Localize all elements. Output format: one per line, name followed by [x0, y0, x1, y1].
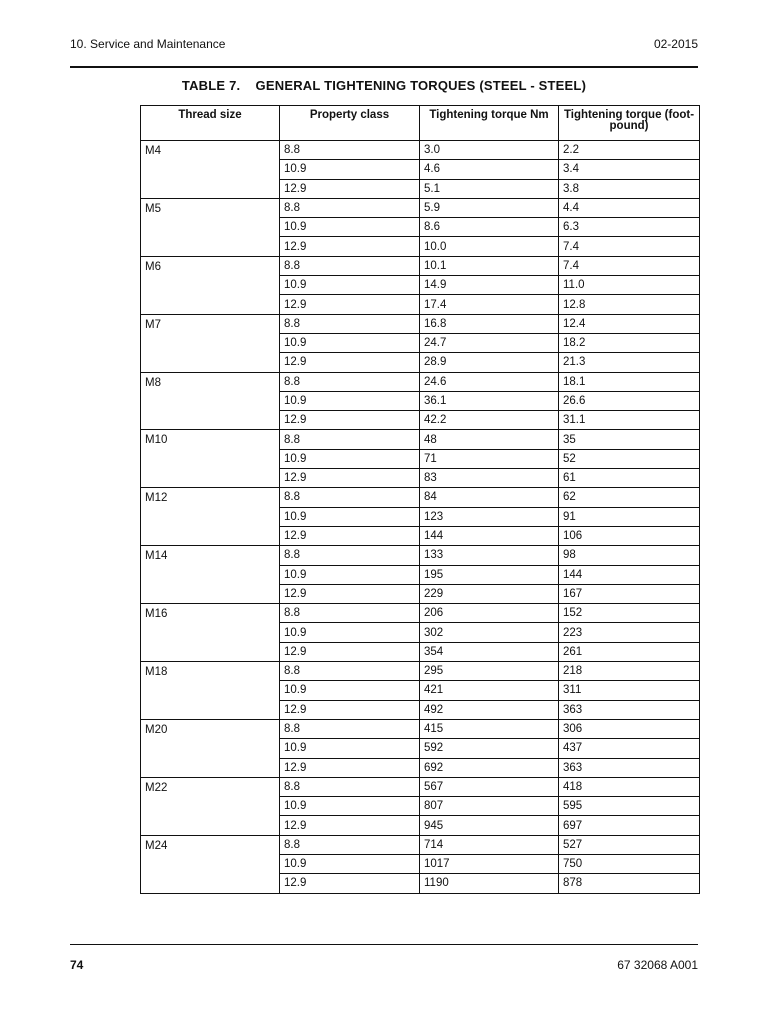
torque-nm-cell: 807: [420, 797, 559, 816]
torque-nm-cell: 14.9: [420, 276, 559, 295]
thread-size-cell: M24: [141, 835, 280, 893]
property-class-cell: 12.9: [280, 758, 420, 777]
property-class-cell: 10.9: [280, 218, 420, 237]
property-class-cell: 12.9: [280, 411, 420, 430]
torque-nm-cell: 492: [420, 700, 559, 719]
section-title: 10. Service and Maintenance: [70, 37, 226, 51]
torque-nm-cell: 17.4: [420, 295, 559, 314]
torque-nm-cell: 592: [420, 739, 559, 758]
torque-nm-cell: 206: [420, 604, 559, 623]
thread-size-cell: M12: [141, 488, 280, 546]
torque-nm-cell: 123: [420, 507, 559, 526]
table-row: [141, 198, 700, 217]
table-row: [141, 141, 700, 160]
torque-nm-cell: 302: [420, 623, 559, 642]
column-header-thread-size: Thread size: [141, 106, 280, 141]
thread-size-cell: M6: [141, 256, 280, 314]
torque-foot-pound-cell: 311: [559, 681, 700, 700]
column-header-torque-nm: Tightening torque Nm: [420, 106, 559, 141]
torque-nm-cell: 1190: [420, 874, 559, 893]
property-class-cell: 8.8: [280, 777, 420, 796]
torque-foot-pound-cell: 527: [559, 835, 700, 854]
property-class-cell: 10.9: [280, 507, 420, 526]
table-row: [141, 604, 700, 623]
table-header-row: [141, 106, 700, 141]
torque-nm-cell: 5.9: [420, 198, 559, 217]
property-class-cell: 10.9: [280, 681, 420, 700]
torque-foot-pound-cell: 35: [559, 430, 700, 449]
property-class-cell: 10.9: [280, 854, 420, 873]
thread-size-cell: M8: [141, 372, 280, 430]
thread-size-cell: M20: [141, 719, 280, 777]
torque-nm-cell: 36.1: [420, 391, 559, 410]
torque-foot-pound-cell: 878: [559, 874, 700, 893]
table-row: [141, 719, 700, 738]
torque-foot-pound-cell: 91: [559, 507, 700, 526]
torque-foot-pound-cell: 98: [559, 546, 700, 565]
torque-nm-cell: 4.6: [420, 160, 559, 179]
property-class-cell: 12.9: [280, 642, 420, 661]
thread-size-cell: M18: [141, 662, 280, 720]
torque-foot-pound-cell: 167: [559, 584, 700, 603]
property-class-cell: 8.8: [280, 430, 420, 449]
table-row: [141, 546, 700, 565]
torque-foot-pound-cell: 18.1: [559, 372, 700, 391]
torque-foot-pound-cell: 62: [559, 488, 700, 507]
thread-size-cell: M10: [141, 430, 280, 488]
property-class-cell: 10.9: [280, 333, 420, 352]
property-class-cell: 8.8: [280, 835, 420, 854]
property-class-cell: 10.9: [280, 623, 420, 642]
torque-nm-cell: 48: [420, 430, 559, 449]
property-class-cell: 12.9: [280, 874, 420, 893]
torque-nm-cell: 10.0: [420, 237, 559, 256]
document-code: 67 32068 A001: [617, 958, 698, 972]
torque-nm-cell: 3.0: [420, 141, 559, 160]
torque-foot-pound-cell: 218: [559, 662, 700, 681]
property-class-cell: 12.9: [280, 179, 420, 198]
property-class-cell: 8.8: [280, 662, 420, 681]
property-class-cell: 12.9: [280, 700, 420, 719]
torque-nm-cell: 144: [420, 526, 559, 545]
torque-foot-pound-cell: 7.4: [559, 256, 700, 275]
thread-size-cell: M14: [141, 546, 280, 604]
torque-nm-cell: 692: [420, 758, 559, 777]
torque-nm-cell: 354: [420, 642, 559, 661]
torque-foot-pound-cell: 31.1: [559, 411, 700, 430]
property-class-cell: 8.8: [280, 256, 420, 275]
torque-foot-pound-cell: 2.2: [559, 141, 700, 160]
property-class-cell: 12.9: [280, 469, 420, 488]
property-class-cell: 12.9: [280, 237, 420, 256]
property-class-cell: 8.8: [280, 488, 420, 507]
torque-nm-cell: 567: [420, 777, 559, 796]
table-row: [141, 662, 700, 681]
torque-nm-cell: 1017: [420, 854, 559, 873]
torque-foot-pound-cell: 261: [559, 642, 700, 661]
thread-size-cell: M22: [141, 777, 280, 835]
document-date: 02-2015: [653, 37, 698, 51]
torque-nm-cell: 133: [420, 546, 559, 565]
table-row: [141, 777, 700, 796]
column-header-torque-foot-pound: Tightening torque (foot-pound): [559, 106, 700, 141]
table-row: [141, 430, 700, 449]
torque-nm-cell: 83: [420, 469, 559, 488]
torque-nm-cell: 945: [420, 816, 559, 835]
torque-nm-cell: 84: [420, 488, 559, 507]
torque-foot-pound-cell: 3.4: [559, 160, 700, 179]
torque-foot-pound-cell: 106: [559, 526, 700, 545]
torque-table: [140, 105, 700, 894]
property-class-cell: 10.9: [280, 797, 420, 816]
torque-nm-cell: 421: [420, 681, 559, 700]
torque-foot-pound-cell: 750: [559, 854, 700, 873]
torque-nm-cell: 195: [420, 565, 559, 584]
torque-foot-pound-cell: 21.3: [559, 353, 700, 372]
torque-foot-pound-cell: 144: [559, 565, 700, 584]
torque-nm-cell: 71: [420, 449, 559, 468]
torque-nm-cell: 24.7: [420, 333, 559, 352]
torque-nm-cell: 24.6: [420, 372, 559, 391]
torque-nm-cell: 714: [420, 835, 559, 854]
torque-foot-pound-cell: 595: [559, 797, 700, 816]
property-class-cell: 10.9: [280, 391, 420, 410]
thread-size-cell: M4: [141, 141, 280, 199]
torque-nm-cell: 5.1: [420, 179, 559, 198]
torque-foot-pound-cell: 26.6: [559, 391, 700, 410]
property-class-cell: 10.9: [280, 160, 420, 179]
torque-nm-cell: 42.2: [420, 411, 559, 430]
table-caption: TABLE 7. GENERAL TIGHTENING TORQUES (STEEL - STEEL): [181, 78, 587, 93]
torque-foot-pound-cell: 418: [559, 777, 700, 796]
torque-foot-pound-cell: 363: [559, 700, 700, 719]
torque-foot-pound-cell: 363: [559, 758, 700, 777]
torque-foot-pound-cell: 18.2: [559, 333, 700, 352]
torque-nm-cell: 10.1: [420, 256, 559, 275]
property-class-cell: 12.9: [280, 295, 420, 314]
property-class-cell: 12.9: [280, 816, 420, 835]
torque-nm-cell: 28.9: [420, 353, 559, 372]
torque-foot-pound-cell: 4.4: [559, 198, 700, 217]
torque-foot-pound-cell: 6.3: [559, 218, 700, 237]
property-class-cell: 10.9: [280, 739, 420, 758]
thread-size-cell: M7: [141, 314, 280, 372]
torque-foot-pound-cell: 12.8: [559, 295, 700, 314]
property-class-cell: 12.9: [280, 526, 420, 545]
torque-nm-cell: 16.8: [420, 314, 559, 333]
page-number: 74: [70, 958, 84, 972]
thread-size-cell: M5: [141, 198, 280, 256]
torque-foot-pound-cell: 697: [559, 816, 700, 835]
torque-foot-pound-cell: 52: [559, 449, 700, 468]
torque-foot-pound-cell: 7.4: [559, 237, 700, 256]
torque-foot-pound-cell: 437: [559, 739, 700, 758]
property-class-cell: 8.8: [280, 546, 420, 565]
torque-foot-pound-cell: 306: [559, 719, 700, 738]
torque-nm-cell: 8.6: [420, 218, 559, 237]
property-class-cell: 8.8: [280, 719, 420, 738]
property-class-cell: 8.8: [280, 141, 420, 160]
torque-foot-pound-cell: 152: [559, 604, 700, 623]
property-class-cell: 8.8: [280, 604, 420, 623]
property-class-cell: 10.9: [280, 276, 420, 295]
property-class-cell: 8.8: [280, 372, 420, 391]
table-row: [141, 314, 700, 333]
property-class-cell: 10.9: [280, 565, 420, 584]
property-class-cell: 10.9: [280, 449, 420, 468]
table-row: [141, 488, 700, 507]
footer-divider: [70, 944, 698, 945]
thread-size-cell: M16: [141, 604, 280, 662]
torque-foot-pound-cell: 3.8: [559, 179, 700, 198]
table-row: [141, 372, 700, 391]
torque-foot-pound-cell: 61: [559, 469, 700, 488]
torque-nm-cell: 295: [420, 662, 559, 681]
property-class-cell: 8.8: [280, 198, 420, 217]
torque-foot-pound-cell: 12.4: [559, 314, 700, 333]
torque-foot-pound-cell: 223: [559, 623, 700, 642]
torque-foot-pound-cell: 11.0: [559, 276, 700, 295]
property-class-cell: 12.9: [280, 353, 420, 372]
table-row: [141, 835, 700, 854]
header-divider: [70, 66, 698, 68]
torque-nm-cell: 229: [420, 584, 559, 603]
property-class-cell: 8.8: [280, 314, 420, 333]
table-row: [141, 256, 700, 275]
table-body: [141, 141, 700, 894]
column-header-property-class: Property class: [280, 106, 420, 141]
property-class-cell: 12.9: [280, 584, 420, 603]
torque-nm-cell: 415: [420, 719, 559, 738]
